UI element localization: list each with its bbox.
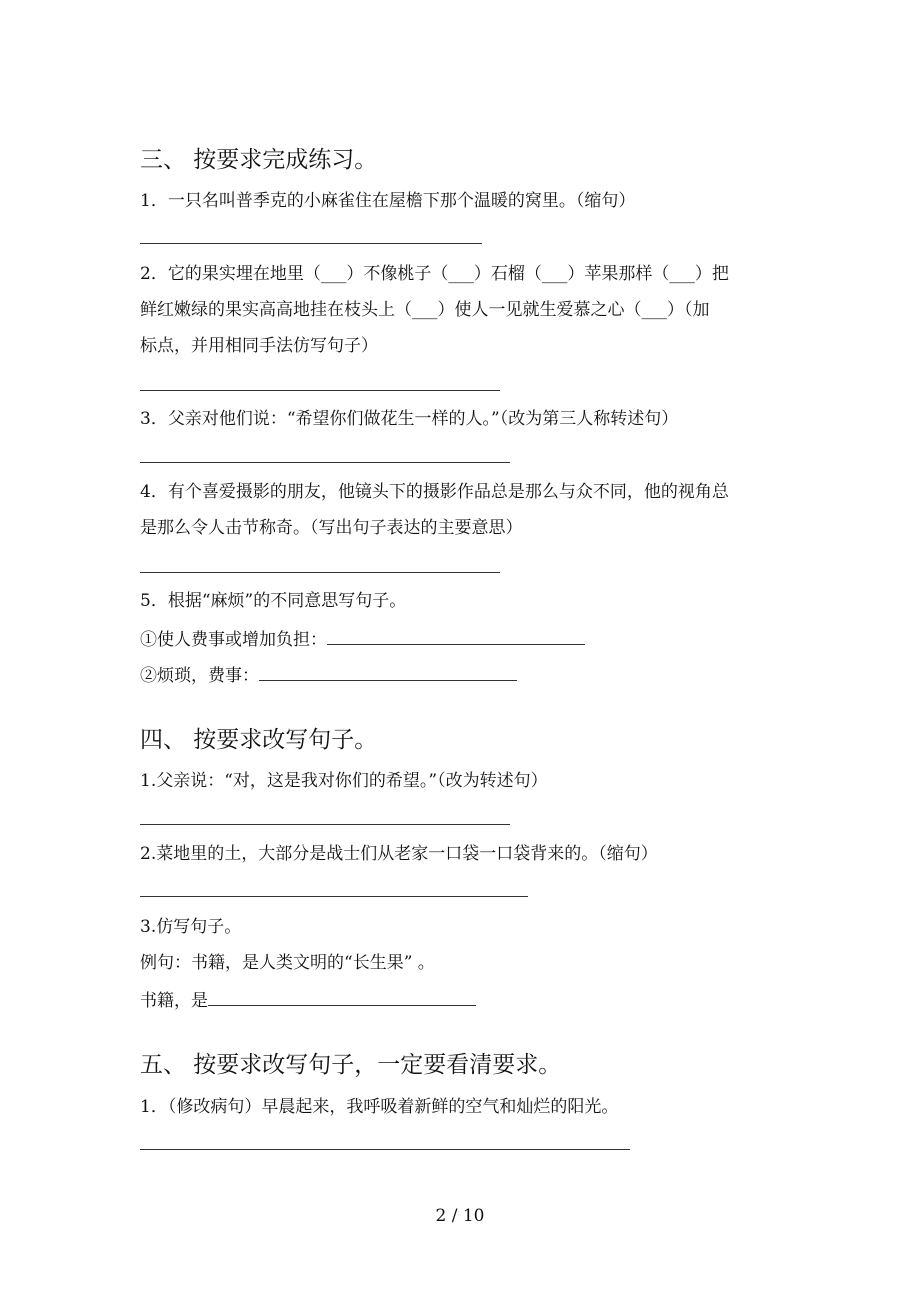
s4-q3-answer-row bbox=[140, 988, 476, 1012]
s3-q5-item-b bbox=[140, 663, 517, 687]
s4-q3-answer-prefix: 书籍，是 bbox=[140, 991, 208, 1011]
s3-q4-answer-line[interactable] bbox=[140, 572, 500, 573]
section-5-heading: 五、 按要求改写句子，一定要看清要求。 bbox=[140, 1052, 562, 1078]
s3-question-2-line-3: 标点，并用相同手法仿写句子） bbox=[140, 336, 378, 356]
s4-q3-example: 例句：书籍，是人类文明的“长生果” 。 bbox=[140, 953, 435, 973]
s3-q5-item-b-label: ②烦琐，费事： bbox=[140, 666, 259, 686]
page-number: 2 / 10 bbox=[435, 1206, 485, 1226]
s3-question-5: 5．根据“麻烦”的不同意思写句子。 bbox=[140, 591, 407, 611]
s4-q3-answer-line[interactable] bbox=[208, 988, 476, 1006]
s3-question-4-line-1: 4．有个喜爱摄影的朋友，他镜头下的摄影作品总是那么与众不同，他的视角总 bbox=[140, 482, 729, 502]
section-4-heading: 四、 按要求改写句子。 bbox=[140, 727, 378, 753]
s3-q5-item-a-label: ①使人费事或增加负担： bbox=[140, 630, 327, 650]
s3-q5-a-answer-line[interactable] bbox=[327, 627, 585, 645]
s3-q5-item-a bbox=[140, 627, 585, 651]
s3-q3-answer-line[interactable] bbox=[140, 462, 510, 463]
s3-question-3: 3．父亲对他们说：“希望你们做花生一样的人。”（改为第三人称转述句） bbox=[140, 409, 679, 429]
s3-question-4-line-2: 是那么令人击节称奇。（写出句子表达的主要意思） bbox=[140, 518, 523, 538]
s3-q2-answer-line[interactable] bbox=[140, 390, 500, 391]
s3-question-2-line-2: 鲜红嫩绿的果实高高地挂在枝头上（___）使人一见就生爱慕之心（___）（加 bbox=[140, 300, 710, 320]
s3-question-2-line-1: 2．它的果实埋在地里（___）不像桃子（___）石榴（___）苹果那样（___）把 bbox=[140, 264, 729, 284]
s3-q1-answer-line[interactable] bbox=[140, 243, 482, 244]
s3-q5-b-answer-line[interactable] bbox=[259, 663, 517, 681]
s3-question-1: 1．一只名叫普季克的小麻雀住在屋檐下那个温暖的窝里。（缩句） bbox=[140, 191, 636, 211]
s4-question-1: 1.父亲说：“对，这是我对你们的希望。”（改为转述句） bbox=[140, 771, 548, 791]
s5-question-1: 1．（修改病句）早晨起来，我呼吸着新鲜的空气和灿烂的阳光。 bbox=[140, 1097, 619, 1117]
section-3-heading: 三、 按要求完成练习。 bbox=[140, 147, 378, 173]
s4-q2-answer-line[interactable] bbox=[140, 896, 528, 897]
s4-question-3: 3.仿写句子。 bbox=[140, 917, 242, 937]
s4-question-2: 2.菜地里的土，大部分是战士们从老家一口袋一口袋背来的。（缩句） bbox=[140, 844, 658, 864]
s4-q1-answer-line[interactable] bbox=[140, 824, 510, 825]
s5-q1-answer-line[interactable] bbox=[140, 1149, 630, 1150]
